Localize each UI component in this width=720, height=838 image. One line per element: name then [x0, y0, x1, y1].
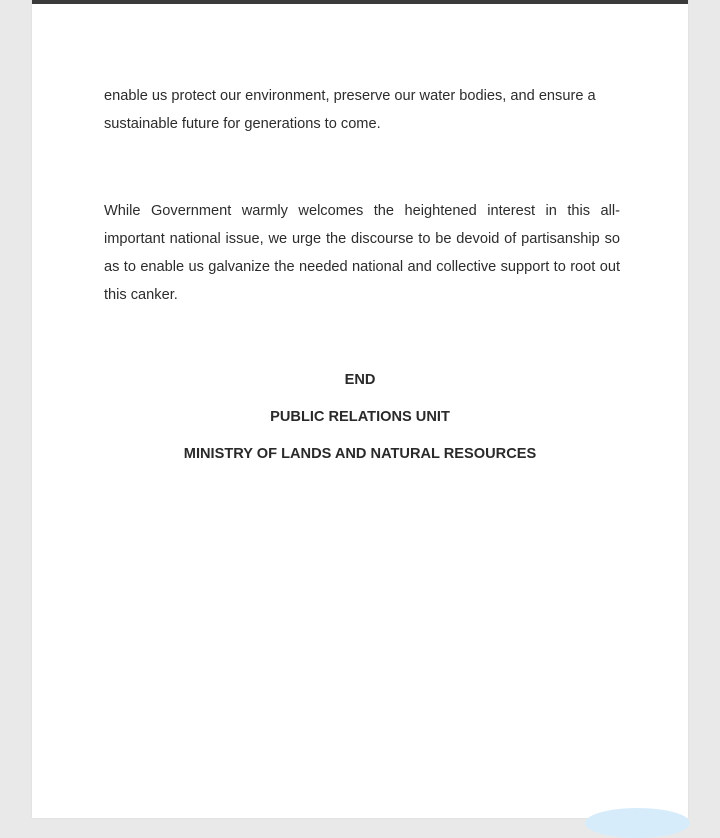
document-page	[32, 0, 688, 818]
ministry-name: MINISTRY OF LANDS AND NATURAL RESOURCES	[183, 446, 537, 462]
issuing-unit: PUBLIC RELATIONS UNIT	[270, 409, 450, 425]
top-border-line	[32, 0, 688, 4]
end-marker: END	[344, 372, 376, 388]
paragraph-environment: enable us protect our environment, preserve our water bodies, and ensure a sustainable future for generations to come.	[104, 88, 596, 132]
paragraph-government-statement: While Government warmly welcomes the heightened interest in this all-important national issue, we urge the discourse to be devoid of partisanship so as to enable us galvanize the needed national and collective support to root out this canker.	[104, 203, 620, 303]
scroll-button-edge	[585, 808, 690, 838]
